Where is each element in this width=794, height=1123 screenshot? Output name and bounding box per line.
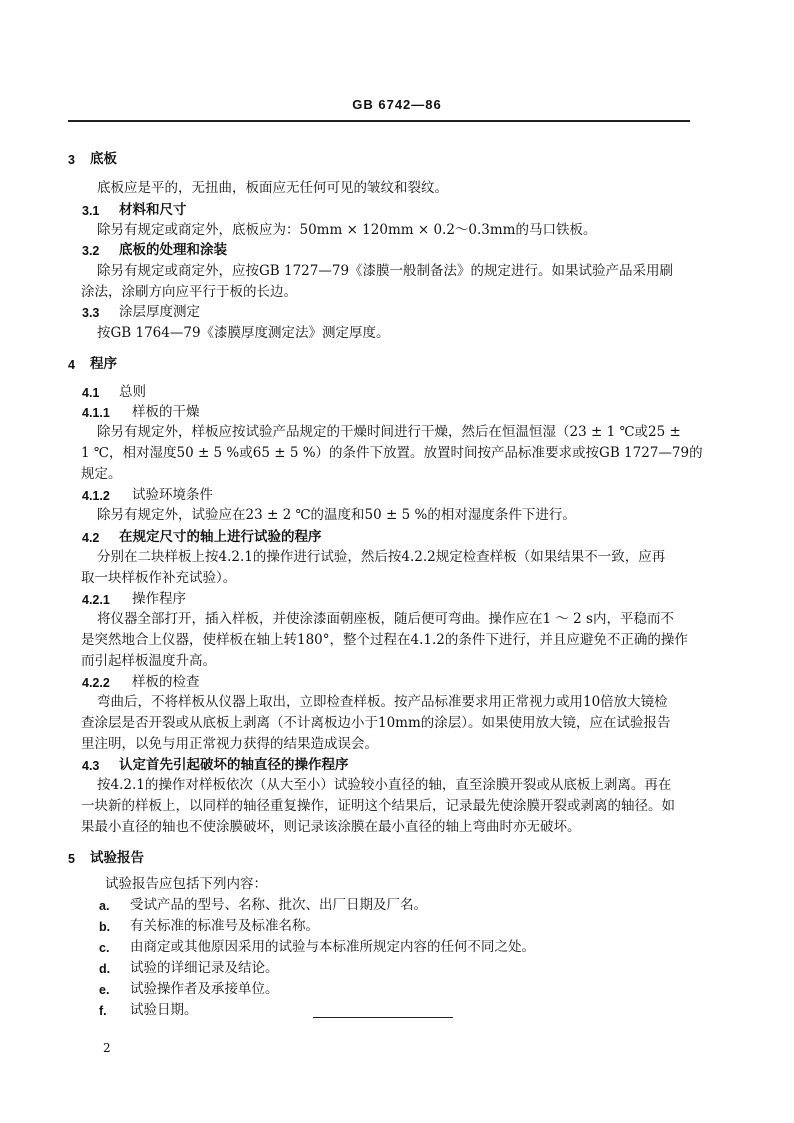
section-4-3-text-line-2: 一块新的样板上，以同样的轴径重复操作，证明这个结果后，记录最先使涂膜开裂或剥离的轴径。如 <box>81 798 675 814</box>
section-4-2-text-line-2: 取一块样板作补充试验）。 <box>81 570 237 586</box>
section-4-1-2-text: 除另有规定外，试验应在23 ± 2 ℃的温度和50 ± 5 %的相对湿度条件下进行。 <box>97 507 576 523</box>
section-3-2-text-line-2: 涂法，涂刷方向应平行于板的长边。 <box>81 284 297 300</box>
header-rule <box>68 120 690 122</box>
section-5-title: 试验报告 <box>90 850 144 866</box>
section-4-3-text-line-3: 果最小直径的轴也不使涂膜破坏，则记录该涂膜在最小直径的轴上弯曲时亦无破坏。 <box>81 819 581 835</box>
section-4-1-1-text-line-1: 除另有规定外，样板应按试验产品规定的干燥时间进行干燥，然后在恒温恒湿（23 ± 1 ℃或25 ± <box>97 424 681 440</box>
section-4-1-2-number: 4.1.2 <box>82 489 110 503</box>
section-4-2-2-text-line-3: 里注明，以免与用正常视力获得的结果造成误会。 <box>81 736 378 752</box>
section-4-2-1-text-line-3: 而引起样板温度升高。 <box>81 653 216 669</box>
section-4-1-1-text-line-2: 1 ℃，相对湿度50 ± 5 %或65 ± 5 %）的条件下放置。放置时间按产品标准要求或按GB 1727—79的 <box>81 445 703 461</box>
section-4-2-1-number: 4.2.1 <box>82 593 110 607</box>
section-3-2-text-line-1: 除另有规定或商定外，应按GB 1727—79《漆膜一般制备法》的规定进行。如果试验产品采用刷 <box>97 263 674 279</box>
section-4-1-1-number: 4.1.1 <box>82 406 110 420</box>
section-3-2-title: 底板的处理和涂装 <box>119 242 227 258</box>
section-4-1-title: 总则 <box>119 384 146 400</box>
list-item-label: b. <box>99 920 111 934</box>
section-5-number: 5 <box>68 852 75 866</box>
list-item-text: 受试产品的型号、名称、批次、出厂日期及厂名。 <box>130 897 427 913</box>
page-number: 2 <box>103 1041 111 1055</box>
section-3-3-text: 按GB 1764—79《漆膜厚度测定法》测定厚度。 <box>97 325 390 341</box>
section-3-1-title: 材料和尺寸 <box>119 202 187 218</box>
section-3-3-number: 3.3 <box>82 306 100 320</box>
section-4-1-2-title: 试验环境条件 <box>132 487 213 503</box>
section-4-2-title: 在规定尺寸的轴上进行试验的程序 <box>119 529 322 545</box>
section-4-2-2-text-line-1: 弯曲后，不将样板从仪器上取出，立即检查样板。按产品标准要求用正常视力或用10倍放大镜检 <box>97 694 668 710</box>
list-item-label: c. <box>99 941 110 955</box>
section-4-title: 程序 <box>90 356 117 372</box>
list-item-text: 有关标准的标准号及标准名称。 <box>130 918 319 934</box>
standard-number-header: GB 6742—86 <box>352 97 442 112</box>
list-item-label: e. <box>99 983 110 997</box>
section-3-number: 3 <box>68 153 75 167</box>
list-item-text: 试验日期。 <box>130 1002 198 1018</box>
section-4-2-number: 4.2 <box>82 531 100 545</box>
section-4-3-title: 认定首先引起破坏的轴直径的操作程序 <box>119 757 349 773</box>
section-3-paragraph: 底板应是平的，无扭曲，板面应无任何可见的皱纹和裂纹。 <box>97 180 448 196</box>
section-4-1-number: 4.1 <box>82 386 100 400</box>
section-4-1-1-title: 样板的干燥 <box>132 404 200 420</box>
section-3-3-title: 涂层厚度测定 <box>119 304 200 320</box>
section-4-2-2-number: 4.2.2 <box>82 676 110 690</box>
section-4-2-1-text-line-2: 是突然地合上仪器，使样板在轴上转180°，整个过程在4.1.2的条件下进行，并且应避免不正确的操作 <box>81 632 688 648</box>
list-item-label: a. <box>99 899 110 913</box>
list-item-label: d. <box>99 962 111 976</box>
section-4-1-1-text-line-3: 规定。 <box>81 466 122 482</box>
list-item-label: f. <box>99 1004 107 1018</box>
section-3-2-number: 3.2 <box>82 244 100 258</box>
section-4-3-number: 4.3 <box>82 759 100 773</box>
section-5-intro: 试验报告应包括下列内容： <box>105 876 267 892</box>
section-4-2-2-text-line-2: 查涂层是否开裂或从底板上剥离（不计离板边小于10mm的涂层）。如果使用放大镜，应在试验报告 <box>81 715 671 731</box>
section-4-2-2-title: 样板的检查 <box>132 674 200 690</box>
list-item-text: 试验的详细记录及结论。 <box>130 960 279 976</box>
section-3-1-text: 除另有规定或商定外，底板应为：50mm × 120mm × 0.2～0.3mm的马口铁板。 <box>97 222 597 238</box>
list-item-text: 试验操作者及承接单位。 <box>130 981 279 997</box>
section-4-2-1-title: 操作程序 <box>132 591 186 607</box>
section-4-number: 4 <box>68 358 75 372</box>
section-4-2-text-line-1: 分别在二块样板上按4.2.1的操作进行试验，然后按4.2.2规定检查样板（如果结果不一致，应再 <box>97 549 666 565</box>
end-rule <box>313 1017 453 1018</box>
section-4-2-1-text-line-1: 将仪器全部打开，插入样板，并使涂漆面朝座板，随后便可弯曲。操作应在1 ～ 2 s内，平稳而不 <box>97 611 674 627</box>
section-3-1-number: 3.1 <box>82 204 100 218</box>
section-3-title: 底板 <box>90 151 117 167</box>
section-4-3-text-line-1: 按4.2.1的操作对样板依次（从大至小）试验较小直径的轴，直至涂膜开裂或从底板上剥离。再在 <box>97 777 672 793</box>
list-item-text: 由商定或其他原因采用的试验与本标准所规定内容的任何不同之处。 <box>130 939 535 955</box>
